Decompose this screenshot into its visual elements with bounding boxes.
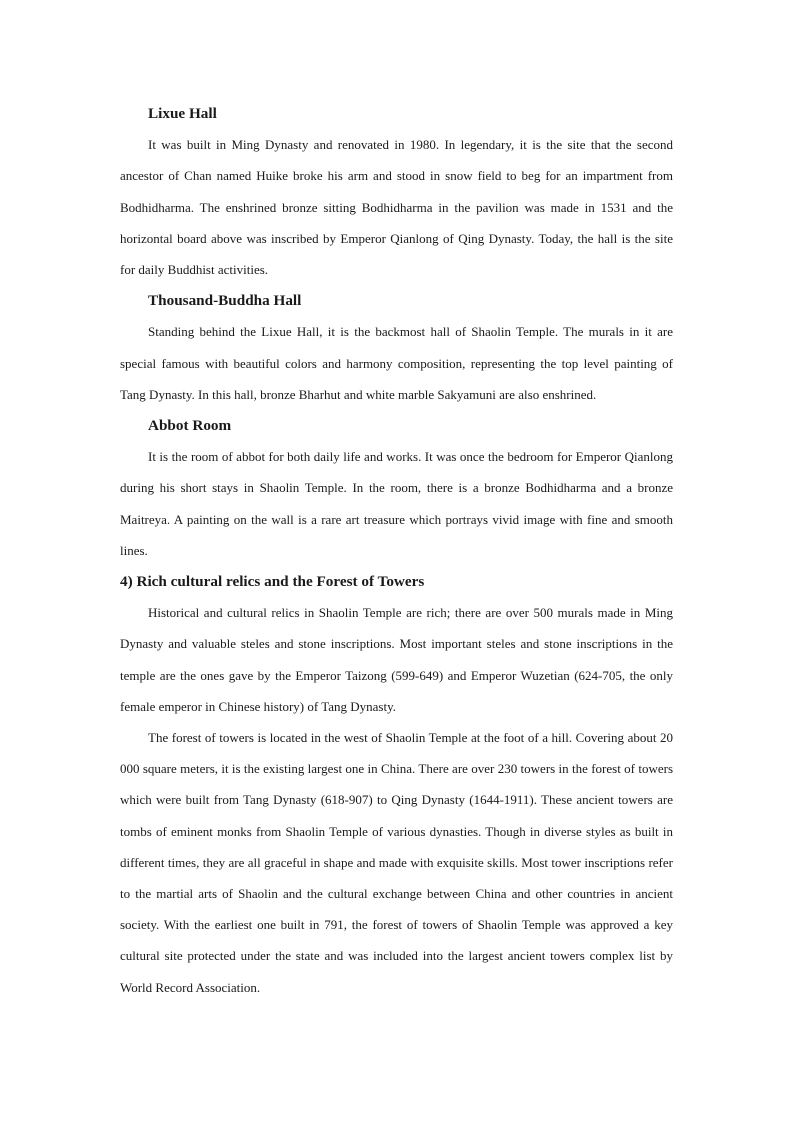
section-cultural-relics bbox=[120, 566, 673, 1003]
section-abbot-room bbox=[120, 410, 673, 566]
section-heading: Abbot Room bbox=[148, 417, 232, 435]
section-heading: Lixue Hall bbox=[148, 105, 217, 122]
numbered-section-heading: 4) Rich cultural relics and the Forest of Towers bbox=[120, 573, 425, 591]
paragraph: It is the room of abbot for both daily life and works. It was once the bedroom for Emperor Qianlong during his short stays in Shaolin Temple. In the room, there is a bronze Bodhidharma and a bronze Maitreya. A painting on the wall is a rare art treasure which portrays vivid image with fine and smooth lines. bbox=[120, 449, 673, 558]
section-lixue-hall bbox=[120, 98, 673, 285]
paragraph: Historical and cultural relics in Shaolin Temple are rich; there are over 500 murals made in Ming Dynasty and valuable steles and stone inscriptions. Most important steles and stone inscriptions in the temple are the ones gave by the Emperor Taizong (599-649) and Emperor Wuzetian (624-705, the only female emperor in Chinese history) of Tang Dynasty. bbox=[120, 605, 673, 714]
section-heading: Thousand-Buddha Hall bbox=[148, 292, 302, 310]
document-page bbox=[120, 98, 673, 1003]
paragraph: It was built in Ming Dynasty and renovated in 1980. In legendary, it is the site that the second ancestor of Chan named Huike broke his arm and stood in snow field to beg for an impartment from Bodhidharma. The enshrined bronze sitting Bodhidharma in the pavilion was made in 1531 and the horizontal board above was inscribed by Emperor Qianlong of Qing Dynasty. Today, the hall is the site for daily Buddhist activities. bbox=[120, 137, 673, 278]
paragraph: Standing behind the Lixue Hall, it is the backmost hall of Shaolin Temple. The murals in it are special famous with beautiful colors and harmony composition, representing the top level painting of Tang Dynasty. In this hall, bronze Bharhut and white marble Sakyamuni are also enshrined. bbox=[120, 324, 673, 402]
section-thousand-buddha-hall bbox=[120, 285, 673, 410]
paragraph: The forest of towers is located in the west of Shaolin Temple at the foot of a hill. Covering about 20 000 square meters, it is the existing largest one in China. There are over 230 towers in the forest of towers which were built from Tang Dynasty (618-907) to Qing Dynasty (1644-1911). These ancient towers are tombs of eminent monks from Shaolin Temple of various dynasties. Though in diverse styles as built in different times, they are all graceful in shape and made with exquisite skills. Most tower inscriptions refer to the martial arts of Shaolin and the cultural exchange between China and other countries in ancient society. With the earliest one built in 791, the forest of towers of Shaolin Temple was approved a key cultural site protected under the state and was included into the largest ancient towers complex list by World Record Association. bbox=[120, 730, 673, 995]
